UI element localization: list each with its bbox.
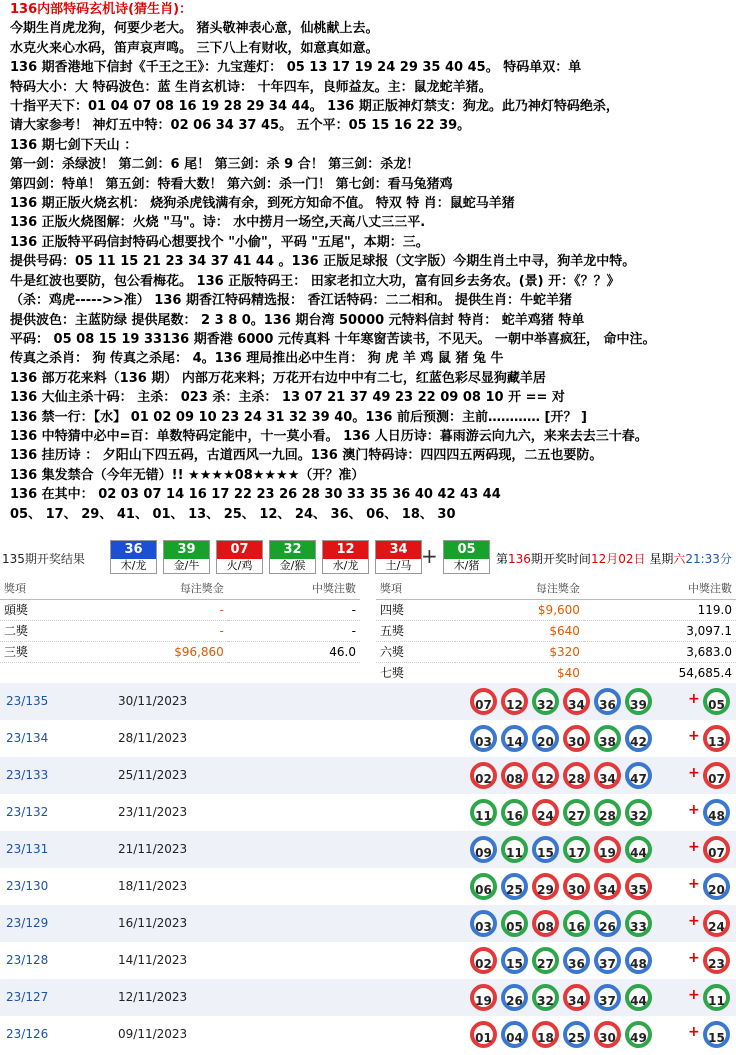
number-ball: 25: [563, 1021, 590, 1048]
ball-number: 05: [444, 541, 489, 559]
number-ball: 02: [470, 947, 497, 974]
number-ball: 32: [532, 688, 559, 715]
number-ball: 27: [563, 799, 590, 826]
prize-amount: -: [81, 620, 227, 641]
number-ball: 35: [625, 873, 652, 900]
special-ball: 05: [703, 688, 730, 715]
number-ball: 49: [625, 1021, 652, 1048]
number-ball: 30: [594, 1021, 621, 1048]
special-ball: 07: [703, 836, 730, 863]
number-ball: 39: [625, 688, 652, 715]
history-row: [0, 720, 736, 757]
prize-name: 五獎: [376, 620, 455, 641]
prize-name: 四獎: [376, 599, 455, 620]
history-row: [0, 868, 736, 905]
draw-date: 14/11/2023: [118, 953, 188, 967]
prize-name: 頭獎: [0, 599, 81, 620]
number-ball: 33: [625, 910, 652, 937]
draw-date: 21/11/2023: [118, 842, 188, 856]
number-ball: 28: [563, 762, 590, 789]
draw-date: 23/11/2023: [118, 805, 188, 819]
issue-link[interactable]: 23/135: [6, 694, 49, 708]
number-ball: 37: [594, 984, 621, 1011]
number-ball: 18: [532, 1021, 559, 1048]
ball-number: 12: [323, 541, 368, 559]
prize-count: 54,685.4: [584, 662, 736, 683]
special-ball: 24: [703, 910, 730, 937]
draw-date: 25/11/2023: [118, 768, 188, 782]
plus-sign: +: [688, 913, 700, 929]
next-issue: 136: [508, 552, 531, 566]
info-mid: 期开奖时间: [530, 552, 591, 566]
number-ball: 20: [532, 725, 559, 752]
history-row: [0, 942, 736, 979]
prize-row: [376, 620, 736, 641]
poem-line: 136 期七剑下天山 ：: [10, 137, 138, 153]
special-ball: 48: [703, 799, 730, 826]
poem-line: 特码大小：大 特码波色：蓝 生肖玄机诗： 十年四车，良师益友。主：鼠龙蛇羊猪。: [10, 79, 492, 95]
ball-zodiac: 水/龙: [323, 559, 368, 573]
number-ball: 34: [563, 984, 590, 1011]
issue-link[interactable]: 23/129: [6, 916, 49, 930]
poem-line: 136 部万花来料（136 期） 内部万花来料；万花开右边中中有二七，红蓝色彩尽显狗藏羊居: [10, 370, 546, 386]
poem-line: 平码： 05 08 15 19 33136 期香港 6000 元传真料 十年寒窗苦读书，不见天。 一朝中举喜疯狂， 命中注。: [10, 331, 656, 347]
poem-line: 请大家参考！ 神灯五中特：02 06 34 37 45。 五个平：05 15 16 22 39。: [10, 118, 471, 134]
issue-link[interactable]: 23/132: [6, 805, 49, 819]
number-ball: 36: [563, 947, 590, 974]
history-row: [0, 905, 736, 942]
history-row: [0, 683, 736, 720]
draw-history-list: [0, 683, 736, 1055]
ball-zodiac: 木/龙: [111, 559, 156, 573]
poem-line: 136 禁一行：【水】 01 02 09 10 23 24 31 32 39 40。136 前后预测：主前………… [开？ ]: [10, 409, 587, 425]
prize-row: [0, 620, 360, 641]
number-ball: 02: [470, 762, 497, 789]
prize-count: 46.0: [228, 641, 360, 662]
number-ball: 08: [532, 910, 559, 937]
prize-header: 獎項: [0, 578, 81, 599]
number-ball: 11: [501, 836, 528, 863]
prize-count: 3,097.1: [584, 620, 736, 641]
poem-title: 136内部特码玄机诗(猜生肖)：: [10, 2, 193, 17]
poem-line: 136 挂历诗 ： 夕阳山下四五码，古道西风一九回。136 澳门特码诗：四四四五两码现，二五也要防。: [10, 448, 603, 464]
poem-line: 136 正版特平码信封特码心想要找个 "小偷"，平码 "五尾"，本期：三。: [10, 234, 429, 250]
ball-zodiac: 金/牛: [164, 559, 209, 573]
poem-line: 136 大仙主杀十码： 主杀： 023 杀：主杀： 13 07 21 37 49 23 22 09 08 10 开 == 对: [10, 390, 565, 406]
ball-number: 07: [217, 541, 262, 559]
ball-zodiac: 火/鸡: [217, 559, 262, 573]
ball-zodiac: 金/猴: [270, 559, 315, 573]
number-ball: 15: [501, 947, 528, 974]
prize-count: 3,683.0: [584, 641, 736, 662]
ball-number: 36: [111, 541, 156, 559]
latest-result-bar: [0, 540, 736, 576]
plus-sign: +: [688, 691, 700, 707]
number-ball: 34: [563, 688, 590, 715]
number-ball: 17: [563, 836, 590, 863]
prize-name: 六獎: [376, 641, 455, 662]
plus-sign: +: [688, 802, 700, 818]
result-ball-tile: [322, 540, 369, 574]
issue-link[interactable]: 23/134: [6, 731, 49, 745]
special-ball: 23: [703, 947, 730, 974]
number-ball: 42: [625, 725, 652, 752]
number-ball: 26: [594, 910, 621, 937]
poem-line: 136 在其中： 02 03 07 14 16 17 22 23 26 28 30 33 35 36 40 42 43 44: [10, 487, 501, 503]
number-ball: 44: [625, 984, 652, 1011]
number-ball: 09: [470, 836, 497, 863]
draw-date: 30/11/2023: [118, 694, 188, 708]
prize-header: 每注獎金: [81, 578, 227, 599]
prize-row: [376, 641, 736, 662]
plus-sign: +: [688, 839, 700, 855]
issue-link[interactable]: 23/133: [6, 768, 49, 782]
poem-line: （杀：鸡虎----->>准） 136 期香江特码精选报： 香江话特码：二二相和。 提供生肖：牛蛇羊猪: [10, 293, 573, 309]
poem-line: 提供号码：05 11 15 21 23 34 37 41 44 。136 正版足球报（文字版）今期生肖土中寻，狗羊龙中特。: [10, 254, 636, 270]
poem-line: 提供波色：主蓝防绿 提供尾数： 2 3 8 0。136 期台湾 50000 元特料信封 特肖： 蛇羊鸡猪 特单: [10, 312, 585, 328]
prize-amount: -: [81, 599, 227, 620]
number-ball: 34: [594, 762, 621, 789]
number-ball: 36: [594, 688, 621, 715]
number-ball: 24: [532, 799, 559, 826]
plus-sign: +: [688, 950, 700, 966]
prize-row: [376, 662, 736, 683]
prize-header: 每注獎金: [455, 578, 584, 599]
poem-line: 牛是红波也要防，包公看梅花。 136 正版特码王： 田家老扣立大功，富有回乡去务农。(景) 开：《？？》: [10, 273, 620, 289]
prize-row: [376, 599, 736, 620]
ball-zodiac: 土/马: [376, 559, 421, 573]
history-row: [0, 794, 736, 831]
number-ball: 37: [594, 947, 621, 974]
history-row: [0, 757, 736, 794]
prize-table-right: [376, 578, 736, 684]
draw-date: 18/11/2023: [118, 879, 188, 893]
poem-line: 136 中特猜中必中=百：单数特码定能中，十一莫小看。 136 人日历诗：暮雨游云向九六，来来去去三十春。: [10, 428, 648, 444]
number-ball: 32: [625, 799, 652, 826]
issue-link[interactable]: 23/128: [6, 953, 49, 967]
ball-number: 39: [164, 541, 209, 559]
poem-line: 传真之杀肖： 狗 传真之杀尾： 4。136 理局推出必中生肖： 狗 虎 羊 鸡 鼠 猪 兔 牛: [10, 351, 504, 367]
number-ball: 12: [501, 688, 528, 715]
result-ball-tile: [269, 540, 316, 574]
poem-line: 136 期正版火烧玄机： 烧狗杀虎钱满有余，到死方知命不值。 特双 特 肖：鼠蛇马羊猪: [10, 196, 515, 212]
number-ball: 25: [501, 873, 528, 900]
poem-line: 136 期香港地下信封《千王之王》：九宝莲灯： 05 13 17 19 24 29 35 40 45。 特码单双：单: [10, 60, 582, 76]
result-label: 135期开奖结果: [2, 552, 85, 566]
next-draw-info: [496, 550, 732, 567]
special-ball-tile: [443, 540, 490, 574]
number-ball: 47: [625, 762, 652, 789]
prize-name: 二獎: [0, 620, 81, 641]
plus-sign: +: [688, 987, 700, 1003]
number-ball: 16: [563, 910, 590, 937]
result-ball-tile: [110, 540, 157, 574]
number-ball: 28: [594, 799, 621, 826]
next-date: 12月02日: [590, 552, 646, 566]
plus-sign: +: [688, 765, 700, 781]
issue-link[interactable]: 23/126: [6, 1027, 49, 1041]
poem-line: 05、 17、 29、 41、 01、 13、 25、 12、 24、 36、 06、 18、 30: [10, 506, 456, 522]
prize-amount: $9,600: [455, 599, 584, 620]
history-row: [0, 831, 736, 868]
prize-amount: $40: [455, 662, 584, 683]
special-ball: 20: [703, 873, 730, 900]
number-ball: 03: [470, 725, 497, 752]
number-ball: 06: [470, 873, 497, 900]
issue-link[interactable]: 23/130: [6, 879, 49, 893]
number-ball: 19: [594, 836, 621, 863]
week-day: 六: [673, 552, 686, 566]
special-ball: 13: [703, 725, 730, 752]
number-ball: 29: [532, 873, 559, 900]
number-ball: 15: [532, 836, 559, 863]
number-ball: 14: [501, 725, 528, 752]
prize-name: 三獎: [0, 641, 81, 662]
poem-line: 今期生肖虎龙狗，何要少老大。 猪头敬神表心意，仙桃献上去。: [10, 21, 379, 37]
number-ball: 32: [532, 984, 559, 1011]
draw-date: 12/11/2023: [118, 990, 188, 1004]
prize-header: 中獎注數: [228, 578, 360, 599]
draw-date: 09/11/2023: [118, 1027, 188, 1041]
poem-lines: [10, 19, 730, 524]
result-ball-tile: [163, 540, 210, 574]
draw-date: 16/11/2023: [118, 916, 188, 930]
number-ball: 01: [470, 1021, 497, 1048]
ball-number: 32: [270, 541, 315, 559]
issue-link[interactable]: 23/131: [6, 842, 49, 856]
plus-sign: +: [421, 544, 438, 568]
number-ball: 05: [501, 910, 528, 937]
poem-line: 第一剑：杀绿波！ 第二剑：6 尾！ 第三剑：杀 9 合！ 第三剑：杀龙！: [10, 157, 420, 173]
poem-line: 第四剑：特单！ 第五剑：特看大数！ 第六剑：杀一门！ 第七剑：看马兔猪鸡: [10, 176, 453, 192]
history-row: [0, 1016, 736, 1053]
prize-name: 七獎: [376, 662, 455, 683]
number-ball: 12: [532, 762, 559, 789]
issue-link[interactable]: 23/127: [6, 990, 49, 1004]
number-ball: 07: [470, 688, 497, 715]
ball-number: 34: [376, 541, 421, 559]
prize-tables: [0, 578, 736, 680]
prize-table-left: [0, 578, 360, 663]
draw-date: 28/11/2023: [118, 731, 188, 745]
plus-sign: +: [688, 728, 700, 744]
plus-sign: +: [688, 1024, 700, 1040]
week-label: 星期: [649, 552, 674, 566]
poem-line: 136 正版火烧图解：火烧 "马"。诗： 水中捞月一场空,天高八丈三三平.: [10, 215, 426, 231]
prize-count: -: [228, 599, 360, 620]
special-ball: 15: [703, 1021, 730, 1048]
number-ball: 30: [563, 725, 590, 752]
plus-sign: +: [688, 876, 700, 892]
poem-line: 136 集发禁合（今年无错）!! ★★★★08★★★★（开？准）: [10, 467, 365, 483]
prize-amount: $96,860: [81, 641, 227, 662]
prize-count: 119.0: [584, 599, 736, 620]
ball-zodiac: 木/猪: [444, 559, 489, 573]
number-ball: 48: [625, 947, 652, 974]
result-ball-tile: [216, 540, 263, 574]
poem-line: 十指平天下：01 04 07 08 16 19 28 29 34 44。 136 期正版神灯禁支：狗龙。此乃神灯特码绝杀，: [10, 99, 619, 115]
info-prefix: 第: [496, 552, 509, 566]
number-ball: 44: [625, 836, 652, 863]
number-ball: 30: [563, 873, 590, 900]
number-ball: 34: [594, 873, 621, 900]
prize-amount: $320: [455, 641, 584, 662]
number-ball: 04: [501, 1021, 528, 1048]
number-ball: 03: [470, 910, 497, 937]
number-ball: 27: [532, 947, 559, 974]
number-ball: 08: [501, 762, 528, 789]
poem-line: 水克火来心水码，笛声哀声鸣。 三下八上有财收，如意真如意。: [10, 40, 379, 56]
history-row: [0, 979, 736, 1016]
result-ball-tile: [375, 540, 422, 574]
number-ball: 38: [594, 725, 621, 752]
prize-header: 中獎注數: [584, 578, 736, 599]
number-ball: 16: [501, 799, 528, 826]
special-ball: 11: [703, 984, 730, 1011]
draw-time: 21:33分: [685, 552, 732, 566]
special-ball: 07: [703, 762, 730, 789]
prize-count: -: [228, 620, 360, 641]
prize-header: 獎項: [376, 578, 455, 599]
number-ball: 11: [470, 799, 497, 826]
number-ball: 19: [470, 984, 497, 1011]
prize-row: [0, 599, 360, 620]
prize-row: [0, 641, 360, 662]
prize-amount: $640: [455, 620, 584, 641]
number-ball: 26: [501, 984, 528, 1011]
